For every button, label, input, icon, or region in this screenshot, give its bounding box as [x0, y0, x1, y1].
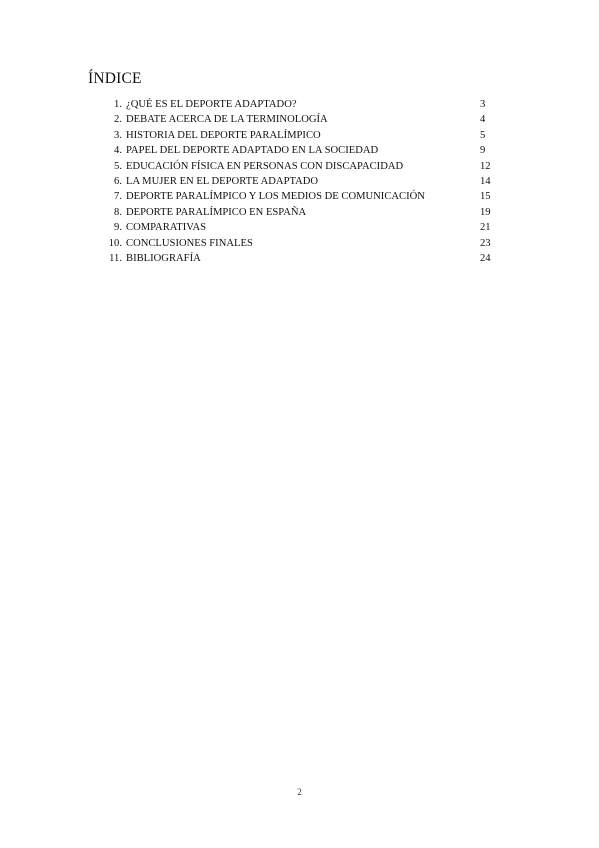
toc-item-number: 6. [114, 175, 122, 187]
toc-item [104, 174, 496, 189]
toc-item-number: 4. [114, 145, 122, 157]
toc-item [104, 236, 496, 251]
toc-item [104, 97, 496, 112]
toc-item-page: 19 [480, 206, 491, 218]
toc-item-text: BIBLIOGRAFÍA [126, 252, 201, 264]
toc-item-text: ¿QUÉ ES EL DEPORTE ADAPTADO? [126, 99, 297, 110]
toc-item-number: 2. [114, 114, 122, 126]
toc-item [104, 251, 496, 266]
toc-item-text: CONCLUSIONES FINALES [126, 237, 253, 249]
toc-item-text: LA MUJER EN EL DEPORTE ADAPTADO [126, 175, 319, 187]
page-number: 2 [297, 787, 302, 797]
toc-item-page: 12 [480, 160, 491, 172]
toc-item-page: 23 [480, 237, 491, 249]
toc-item-text: DEPORTE PARALÍMPICO EN ESPAÑA [126, 206, 307, 218]
toc-item-text: EDUCACIÓN FÍSICA EN PERSONAS CON DISCAPACIDAD [126, 160, 404, 172]
toc-item-number: 5. [114, 160, 122, 172]
toc-item-page: 21 [480, 222, 491, 234]
toc-item [104, 159, 496, 174]
toc-item-page: 9 [480, 145, 486, 157]
toc-item-text: COMPARATIVAS [126, 222, 207, 234]
toc-item-text: DEBATE ACERCA DE LA TERMINOLOGÍA [126, 114, 328, 126]
toc-item-number: 1. [114, 99, 122, 110]
toc-item-page: 14 [480, 175, 491, 187]
toc-item-page: 3 [480, 99, 486, 110]
toc-item-number: 8. [114, 206, 122, 218]
toc-item [104, 220, 496, 235]
toc-item-number: 3. [114, 129, 122, 141]
toc-item-number: 10. [108, 237, 122, 249]
toc-item-page: 4 [480, 114, 486, 126]
toc-item-text: HISTORIA DEL DEPORTE PARALÍMPICO [126, 129, 321, 141]
toc-item [104, 189, 496, 204]
toc-item [104, 205, 496, 220]
toc-item-page: 5 [480, 129, 486, 141]
toc-item [104, 128, 496, 143]
toc-item-page: 15 [480, 191, 491, 203]
toc-item-number: 11. [109, 252, 122, 264]
toc-list [104, 97, 496, 266]
toc-item-text: DEPORTE PARALÍMPICO Y LOS MEDIOS DE COMUNICACIÓN [126, 191, 425, 203]
toc-item-number: 7. [114, 191, 122, 203]
toc-item-page: 24 [480, 252, 491, 264]
toc-item-number: 9. [114, 222, 122, 234]
toc-item [104, 143, 496, 158]
toc-item-text: PAPEL DEL DEPORTE ADAPTADO EN LA SOCIEDAD [126, 145, 379, 157]
toc-title: ÍNDICE [88, 70, 142, 87]
toc-item [104, 112, 496, 127]
